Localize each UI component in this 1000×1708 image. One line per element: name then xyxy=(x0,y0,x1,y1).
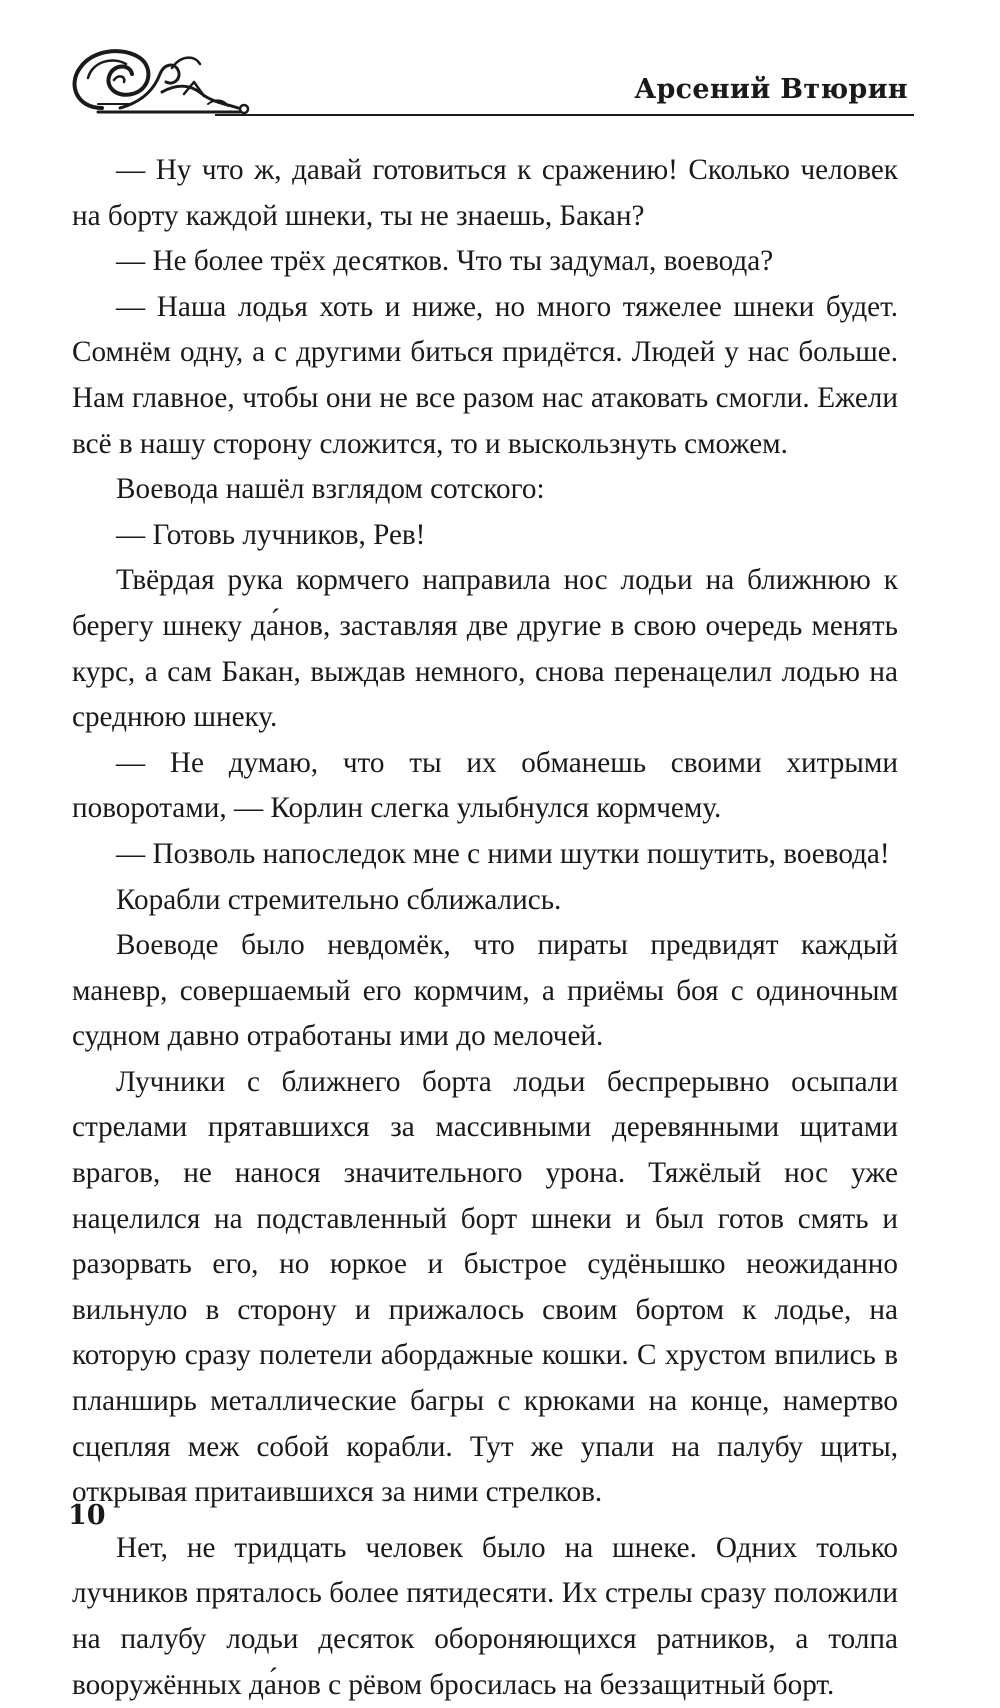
page-number: 10 xyxy=(68,1500,106,1531)
ornamental-scroll-icon xyxy=(62,38,252,118)
body-text xyxy=(72,148,898,1708)
paragraph: — Не более трёх десятков. Что ты задумал, воевода? xyxy=(116,245,774,278)
paragraph: Нет, не тридцать человек было на шнеке. Одних только лучников пряталось более пятидесяти. Их стрелы сразу положили на палубу лодьи десяток обороняющихся ратников, а толпа вооружённых да́нов с рёвом бросилась на беззащитный борт. xyxy=(72,1531,898,1701)
paragraph: Воеводе было невдомёк, что пираты предвидят каждый маневр, совершаемый его кормчим, а приёмы боя с одиночным судном давно отработаны ими до мелочей. xyxy=(72,929,898,1053)
paragraph: — Наша лодья хоть и ниже, но много тяжелее шнеки будет. Сомнём одну, а с другими биться придётся. Людей у нас больше. Нам главное, чтобы они не все разом нас атаковать смогли. Ежели всё в нашу сторону сложится, то и выскользнуть сможем. xyxy=(72,290,898,460)
paragraph: — Позволь напоследок мне с ними шутки пошутить, воевода! xyxy=(116,837,890,870)
paragraph: Корабли стремительно сближались. xyxy=(116,883,562,916)
paragraph: Воевода нашёл взглядом сотского: xyxy=(116,473,545,506)
paragraph: — Ну что ж, давай готовиться к сражению! Сколько человек на борту каждой шнеки, ты не знаешь, Бакан? xyxy=(72,154,898,232)
running-head-author: Арсений Втюрин xyxy=(634,74,908,105)
paragraph: — Готовь лучников, Рев! xyxy=(116,518,426,551)
paragraph: Лучники с ближнего борта лодьи беспрерывно осыпали стрелами прятавшихся за массивными деревянными щитами врагов, не нанося значительного урона. Тяжёлый нос уже нацелился на подставленный борт шнеки и был готов смять и разорвать его, но юркое и быстрое судёнышко неожиданно вильнуло в сторону и прижалось своим бортом к лодье, на которую сразу полетели абордажные кошки. С хрустом впились в планширь металлические багры с крюками на конце, намертво сцепляя меж собой корабли. Тут же упали на палубу щиты, открывая притаившихся за ними стрелков. xyxy=(72,1065,898,1509)
paragraph: — Не думаю, что ты их обманешь своими хитрыми поворотами, — Корлин слегка улыбнулся кормчему. xyxy=(72,746,898,825)
header-rule xyxy=(215,114,914,116)
paragraph: Твёрдая рука кормчего направила нос лодьи на ближнюю к берегу шнеку да́нов, заставляя две другие в свою очередь менять курс, а сам Бакан, выждав немного, снова перенацелил лодью на среднюю шнеку. xyxy=(72,564,898,734)
